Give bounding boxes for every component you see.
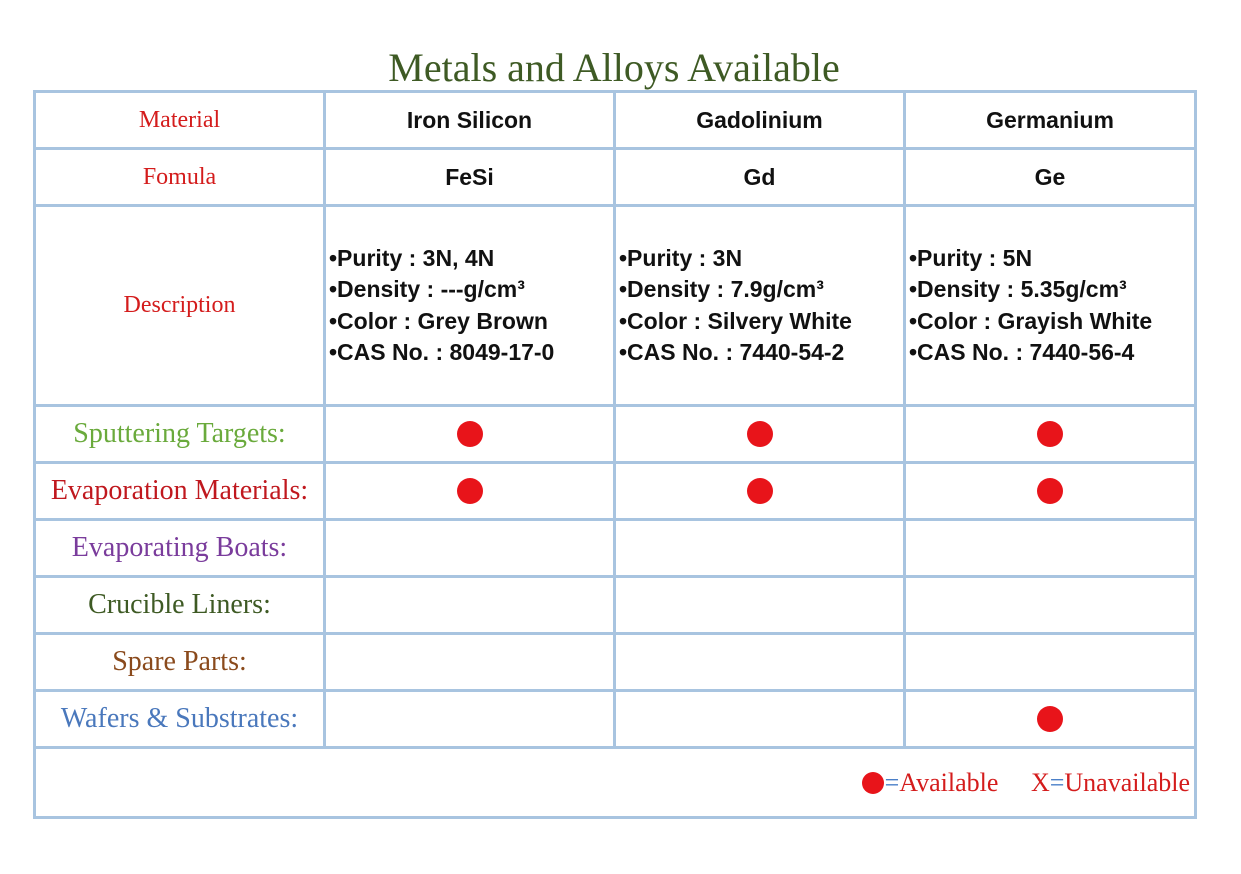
page-title: Metals and Alloys Available xyxy=(388,45,840,90)
category-label: Evaporating Boats: xyxy=(35,520,325,577)
material-formula: Gd xyxy=(615,149,905,206)
available-dot-icon xyxy=(457,478,483,504)
availability-cell xyxy=(615,634,905,691)
material-description xyxy=(325,206,615,406)
material-description xyxy=(615,206,905,406)
category-rows xyxy=(35,406,1196,748)
legend-unavailable-text: Unavailable xyxy=(1064,767,1190,797)
formula-row xyxy=(35,149,1196,206)
material-name: Gadolinium xyxy=(615,92,905,149)
purity-line: •Purity : 5N xyxy=(909,244,1033,271)
available-dot-icon xyxy=(747,478,773,504)
availability-cell xyxy=(615,463,905,520)
category-row xyxy=(35,634,1196,691)
category-row xyxy=(35,520,1196,577)
availability-cell xyxy=(905,634,1196,691)
availability-cell xyxy=(615,691,905,748)
availability-cell xyxy=(615,520,905,577)
legend-equals: = xyxy=(884,767,900,797)
availability-cell xyxy=(325,520,615,577)
availability-cell xyxy=(325,691,615,748)
material-formula: Ge xyxy=(905,149,1196,206)
availability-cell xyxy=(905,577,1196,634)
category-row xyxy=(35,691,1196,748)
availability-cell xyxy=(325,463,615,520)
availability-cell xyxy=(905,463,1196,520)
available-dot-icon xyxy=(862,772,884,794)
available-dot-icon xyxy=(1037,706,1063,732)
unavailable-x-icon: X xyxy=(1030,767,1050,797)
cas-line: •CAS No. : 8049-17-0 xyxy=(329,339,555,365)
purity-line: •Purity : 3N, 4N xyxy=(329,244,495,271)
category-row xyxy=(35,577,1196,634)
availability-cell xyxy=(325,634,615,691)
density-line: •Density : ---g/cm³ xyxy=(329,276,525,302)
category-label: Spare Parts: xyxy=(35,634,325,691)
cas-line: •CAS No. : 7440-54-2 xyxy=(619,339,845,365)
legend-row xyxy=(35,748,1196,818)
availability-cell xyxy=(325,577,615,634)
material-row xyxy=(35,92,1196,149)
availability-cell xyxy=(905,406,1196,463)
formula-label: Fomula xyxy=(35,149,325,206)
material-label: Material xyxy=(35,92,325,149)
category-label: Evaporation Materials: xyxy=(35,463,325,520)
category-label: Crucible Liners: xyxy=(35,577,325,634)
category-label: Sputtering Targets: xyxy=(35,406,325,463)
availability-cell xyxy=(615,406,905,463)
density-line: •Density : 7.9g/cm³ xyxy=(619,276,824,302)
legend-equals: = xyxy=(1049,767,1065,797)
legend xyxy=(35,748,1196,818)
availability-cell xyxy=(325,406,615,463)
category-row xyxy=(35,406,1196,463)
category-label: Wafers & Substrates: xyxy=(35,691,325,748)
availability-table xyxy=(33,90,1197,819)
available-dot-icon xyxy=(1037,478,1063,504)
legend-available-text: Available xyxy=(899,767,999,797)
cas-line: •CAS No. : 7440-56-4 xyxy=(909,339,1135,365)
color-line: •Color : Grayish White xyxy=(909,307,1153,334)
density-line: •Density : 5.35g/cm³ xyxy=(909,276,1127,302)
availability-cell xyxy=(905,520,1196,577)
color-line: •Color : Grey Brown xyxy=(329,307,548,334)
availability-cell xyxy=(615,577,905,634)
available-dot-icon xyxy=(1037,421,1063,447)
category-row xyxy=(35,463,1196,520)
material-description xyxy=(905,206,1196,406)
available-dot-icon xyxy=(747,421,773,447)
material-formula: FeSi xyxy=(325,149,615,206)
material-name: Germanium xyxy=(905,92,1196,149)
color-line: •Color : Silvery White xyxy=(619,307,852,334)
material-name: Iron Silicon xyxy=(325,92,615,149)
description-row xyxy=(35,206,1196,406)
available-dot-icon xyxy=(457,421,483,447)
purity-line: •Purity : 3N xyxy=(619,244,743,271)
description-label: Description xyxy=(35,206,325,406)
availability-cell xyxy=(905,691,1196,748)
